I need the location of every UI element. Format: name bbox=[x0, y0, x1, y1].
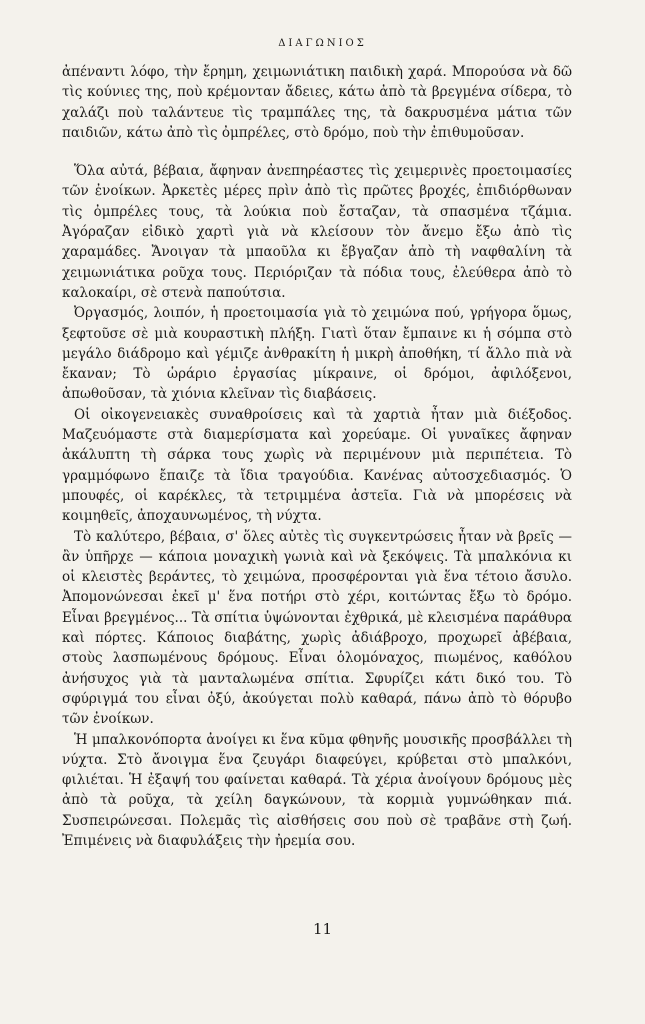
paragraph: Τὸ καλύτερο, βέβαια, σ' ὅλες αὐτὲς τὶς συγκεντρώσεις ἦταν νὰ βρεῖς — ἂν ὑπῆρχε — κάποια μοναχικὴ γωνιὰ καὶ νὰ ξεκόψεις. Τὰ μπαλκόνια κι οἱ κλειστὲς βεράντες, τὸ χειμώνα, προσφέρονται γιὰ ἕνα τέτοιο ἄσυλο. Ἀπομονώνεσαι ἐκεῖ μ' ἕνα ποτήρι στὸ χέρι, κοιτώντας ἔξω τὸ δρόμο. Εἶναι βρεγμένος... Τὰ σπίτια ὑψώνονται ἐχθρικά, μὲ κλεισμένα παράθυρα καὶ πόρτες. Κάποιος διαβάτης, χωρὶς ἀδιάβροχο, προχωρεῖ ἀβέβαια, στοὺς λασπωμένους δρόμους. Εἶναι ὁλομόναχος, πιωμένος, καθόλου ἀνήσυχος γιὰ τὰ μανταλωμένα σπίτια. Σφυρίζει κάτι δικό του. Τὸ σφύριγμά του εἶναι ὀξύ, ἀκούγεται πολὺ καθαρά, πάνω ἀπὸ τὸ θόρυβο τῶν ἐνοίκων. bbox=[62, 528, 572, 728]
paragraph: ἀπέναντι λόφο, τὴν ἔρημη, χειμωνιάτικη παιδικὴ χαρά. Μπορούσα νὰ δῶ τὶς κούνιες της, ποὺ κρέμονταν ἄδειες, κάτω ἀπὸ τὰ βρεγμένα σίδερα, τὸ χαλάζι ποὺ ταλάντευε τὶς τραμπάλες της, τὰ δακρυσμένα μάτια τῶν παιδιῶν, κάτω ἀπὸ τὶς ὀμπρέλες, στὸ δρόμο, ποὺ τὴν ἐπιθυμοῦσαν. bbox=[62, 64, 572, 141]
running-head: ΔΙΑΓΩΝΙΟΣ bbox=[278, 38, 367, 49]
paragraph: Οἱ οἰκογενειακὲς συναθροίσεις καὶ τὰ χαρτιὰ ἦταν μιὰ διέξοδος. Μαζευόμαστε στὰ διαμερίσματα καὶ χορεύαμε. Οἱ γυναῖκες ἄφηναν ἀκάλυπτη τὴ σάρκα τους χωρὶς νὰ περιμένουν μιὰ περιπέτεια. Τὸ γραμμόφωνο ἔπαιζε τὰ ἴδια τραγούδια. Κανένας αὐτοσχεδιασμός. Ὁ μπουφές, οἱ καρέκλες, τὰ τετριμμένα ἀστεῖα. Γιὰ νὰ μπορέσεις νὰ κοιμηθεῖς, ἀποχαυνωμένος, τὴ νύχτα. bbox=[62, 406, 572, 525]
paragraph: Ὀργασμός, λοιπόν, ἡ προετοιμασία γιὰ τὸ χειμώνα πού, γρήγορα ὅμως, ξεφτοῦσε σὲ μιὰ κουραστικὴ πλήξη. Γιατὶ ὅταν ἔμπαινε κι ἡ σόμπα στὸ μεγάλο διάδρομο καὶ γέμιζε ἀνθρακίτη ἡ μικρὴ ἀποθήκη, τί ἄλλο πιὰ νὰ ἔκαναν; Τὸ ὡράριο ἐργασίας μίκραινε, οἱ δρόμοι, ἀφιλόξενοι, ἀπωθοῦσαν, τὰ χιόνια κλεῖναν τὶς διαβάσεις. bbox=[62, 305, 572, 403]
paragraph: Ἡ μπαλκονόπορτα ἀνοίγει κι ἕνα κῦμα φθηνῆς μουσικῆς προσβάλλει τὴ νύχτα. Στὸ ἄνοιγμα ἕνα ζευγάρι διαφεύγει, κρύβεται στὸ μπαλκόνι, φιλιέται. Ἡ ἐξαψή του φαίνεται καθαρά. Τὰ χέρια ἀνοίγουν δρόμους μὲς ἀπὸ τὰ ροῦχα, τὰ χείλη δαγκώνουν, τὰ κορμιὰ γυμνώθηκαν πιά. Συσπειρώνεσαι. Πολεμᾶς τὶς αἰσθήσεις σου ποὺ σὲ τραβᾶνε στὴ ζωή. Ἐπιμένεις νὰ διαφυλάξεις τὴν ἠρεμία σου. bbox=[62, 731, 572, 849]
page-number: 11 bbox=[312, 920, 333, 938]
body-text bbox=[62, 62, 572, 851]
paragraph: Ὅλα αὐτά, βέβαια, ἄφηναν ἀνεπηρέαστες τὶς χειμερινὲς προετοιμασίες τῶν ἐνοίκων. Ἀρκετὲς μέρες πρὶν ἀπὸ τὶς πρῶτες βροχές, ἐπιδιόρθωναν τὶς ὀμπρέλες τους, τὰ λούκια ποὺ ἔσταζαν, τὰ σπασμένα τζάμια. Ἀγόραζαν εἰδικὸ χαρτὶ γιὰ νὰ κλείσουν τὸν ἄνεμο ἔξω ἀπὸ τὶς χαραμάδες. Ἄνοιγαν τὰ μπαοῦλα κι ἔβγαζαν ἀπὸ τὴ ναφθαλίνη τὰ χειμωνιάτικα ροῦχα τους. Περιόριζαν τὰ πόδια τους, ἐλεύθερα ἀπὸ τὸ καλοκαίρι, σὲ στενὰ παπούτσια. bbox=[62, 163, 572, 301]
